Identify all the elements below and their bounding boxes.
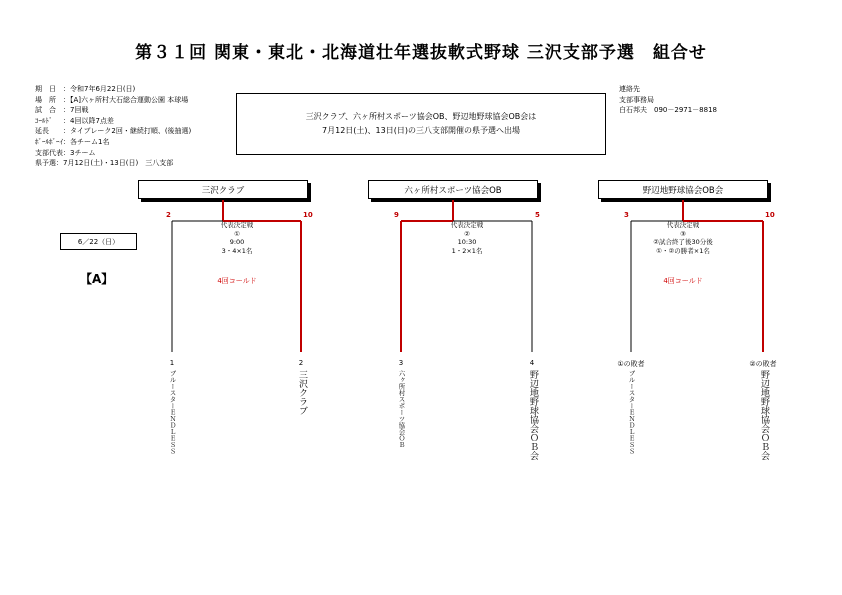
page-title: 第３１回 関東・東北・北海道壮年選抜軟式野球 三沢支部予選 組合せ [135,43,707,63]
winner-box: 三沢クラブ [138,180,308,199]
team-seed: 3 [398,359,404,367]
match-umpires: 3・4×1名 [221,246,253,255]
contact-heading: 連絡先 [619,85,640,93]
info-value: ：【A]六ヶ所村大石総合運動公園 本球場 [63,95,189,104]
match-label: 代表決定戦 [220,221,254,229]
score-right: 10 [765,211,775,219]
score-right: 5 [535,211,540,219]
team-name-vertical: 野辺地野球協会ＯＢ会 [528,370,538,460]
team-name-vertical: 野辺地野球協会ＯＢ会 [759,370,769,460]
info-label: 延長 [35,127,49,136]
team-seed: 4 [529,359,535,367]
match-time: 10:30 [457,238,477,247]
info-value: ：タイブレーク2回・継続打順、(後抽選) [63,127,192,136]
match-number: ② [464,229,470,238]
called-game-note: 4回コールド [217,277,257,285]
info-label: 試 合 [35,106,56,115]
info-label: ﾎﾞｰﾙﾎﾞｰｲ [35,137,63,146]
match-label: 代表決定戦 [450,221,484,229]
info-row-representatives: 支部代表：3チーム [35,148,96,157]
winner-box: 六ヶ所村スポーツ協会OB [368,180,538,199]
match-umpires: ①・②の勝者×1名 [656,246,710,255]
match-number: ③ [680,229,686,238]
info-label: 場 所 [35,95,56,104]
info-value: ：4回以降7点差 [63,116,114,125]
match-umpires: 1・2×1名 [451,246,483,255]
team-name-vertical: 六ヶ所村スポーツ協会ＯＢ [397,370,406,448]
match-info [192,221,282,255]
winner-box: 野辺地野球協会OB会 [598,180,768,199]
match-info [638,221,728,255]
score-right: 10 [303,211,313,219]
team-seed: 1 [169,359,175,367]
info-row-prefectural: 県予選：7月12日(土)・13日(日) 三八支部 [35,159,174,168]
match-label: 代表決定戦 [666,221,700,229]
team-name-vertical: ブルースターＥＮＤＬＥＳＳ [168,370,177,455]
match-info [422,221,512,255]
section-label: 【A】 [80,272,114,286]
score-left: 3 [624,211,629,219]
date-box: 6／22（日） [60,233,137,250]
team-seed: 2 [298,359,304,367]
called-game-note: 4回コールド [663,277,703,285]
match-number: ① [234,229,240,238]
info-value: ：令和7年6月22日(日) [63,85,136,93]
info-label: ｺｰﾙﾄﾞ [35,116,53,125]
team-seed: ②の敗者 [749,360,777,368]
contact-phone: 白石邦夫 090－2971－8818 [619,106,717,115]
contact-office: 支部事務局 [619,95,654,104]
team-seed: ①の敗者 [617,360,645,368]
notice-line: 7月12日(土)、13日(日)の三八支部開催の県予選へ出場 [322,126,520,135]
info-value: ：各チーム1名 [63,137,110,146]
info-value: ：7回戦 [63,106,89,115]
match-time: ②試合終了後30分後 [653,238,713,247]
score-left: 9 [394,211,399,219]
notice-line: 三沢クラブ、六ヶ所村スポーツ協会OB、野辺地野球協会OB会は [305,112,537,121]
score-left: 2 [166,211,171,219]
team-name-vertical: ブルースターＥＮＤＬＥＳＳ [627,370,636,455]
match-time: 9:00 [229,238,245,247]
team-name-vertical: 三沢クラブ [297,370,307,415]
info-label: 期 日 [35,85,56,93]
